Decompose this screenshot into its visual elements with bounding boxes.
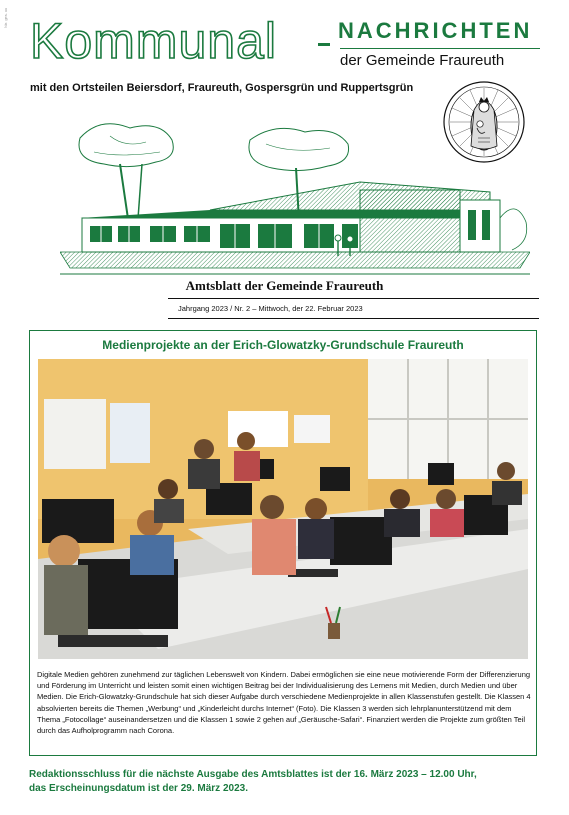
issue-line: Jahrgang 2023 / Nr. 2 – Mittwoch, der 22. Februar 2023 xyxy=(178,304,363,313)
logo-kommunal: Kommunal xyxy=(30,13,277,69)
article-box xyxy=(29,330,537,756)
masthead-subtitle: der Gemeinde Fraureuth xyxy=(340,52,505,69)
masthead xyxy=(30,13,540,78)
town-hall-illustration xyxy=(60,118,530,276)
article-body xyxy=(37,669,531,736)
header-rule-bottom xyxy=(168,318,539,319)
redaktion-line-1: Redaktionsschluss für die nächste Ausgabe des Amtsblattes ist der 16. März 2023 – 12.00 Uhr, xyxy=(29,769,477,780)
ortsteile-line: mit den Ortsteilen Beiersdorf, Fraureuth, Gospersgrün und Ruppertsgrün xyxy=(30,82,414,94)
classroom-photo xyxy=(38,359,528,659)
article-title: Medienprojekte an der Erich-Glowatzky-Grundschule Fraureuth xyxy=(102,338,464,352)
side-code: Ntr. ges. xx xyxy=(3,7,8,28)
logo-nachrichten: NACHRICHTEN xyxy=(338,18,533,43)
header-rule-top xyxy=(168,298,539,299)
article-paragraph: Digitale Medien gehören zunehmend zur täglichen Lebenswelt von Kindern. Dabei ermöglichen sie eine neue motivierende Form der Differenzierung und Förderung im Unterricht und leisten somit einen wichtigen Beitrag bei der Individualisierung des Lernens mit Medien, durch Medien und über Medien. Die Erich-Glowatzky-Grundschule hat sich dieser Aufgabe durch verschiedene Medienprojekte in allen Klassenstufen gestellt. Die Klassen 4 absolvierten bereits die Themen „Werbung“ und „Kinderleicht durchs Internet“ (Foto). Die Klassen 3 werden sich lehrplanunterstützend mit dem Thema „Fotocollage“ auseinandersetzen und die Klassen 1 sowie 2 gehen auf „Geräusche-Safari“. Finanziert werden die Projekte zum größten Teil durch das Aufholprogramm nach Corona. xyxy=(37,670,531,736)
logo-rule xyxy=(340,48,540,49)
logo-dash xyxy=(318,43,330,46)
redaktion-notice xyxy=(29,768,549,796)
redaktion-line-2: das Erscheinungsdatum ist der 29. März 2023. xyxy=(29,783,248,794)
amtsblatt-title: Amtsblatt der Gemeinde Fraureuth xyxy=(185,278,384,293)
